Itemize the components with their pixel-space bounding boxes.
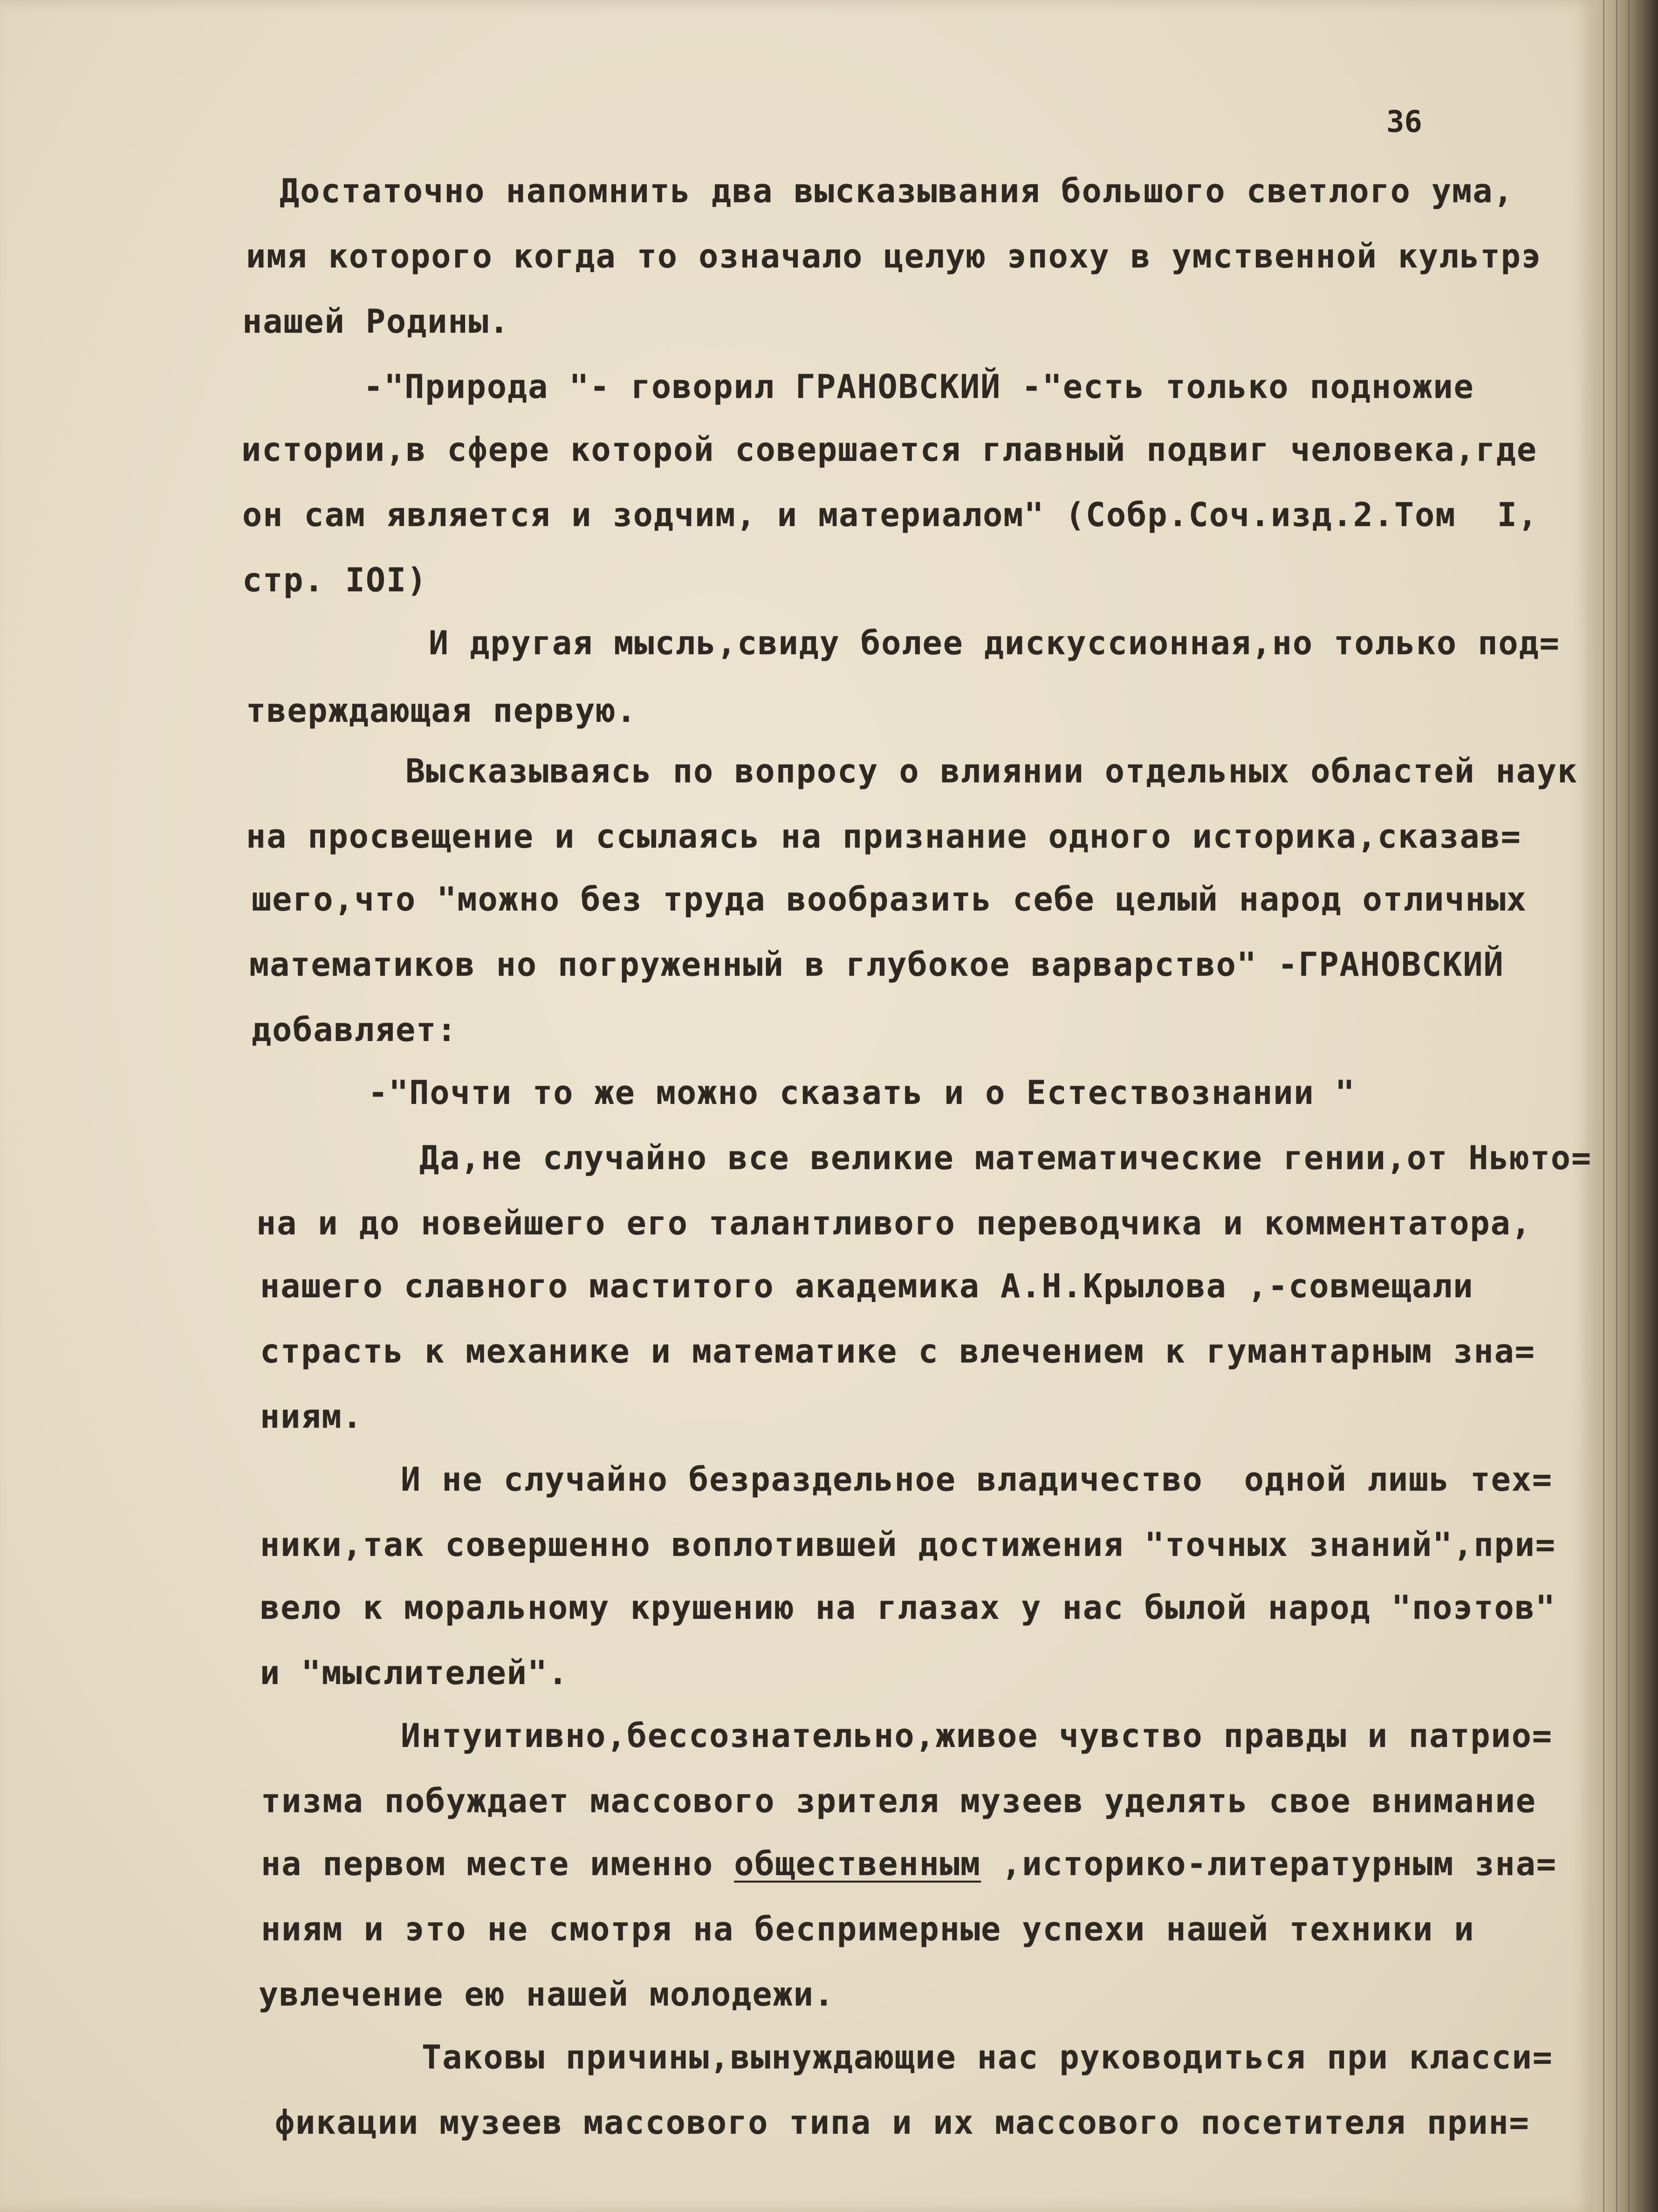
text-line-1: Достаточно напомнить два высказывания большого светлого ума, bbox=[280, 172, 1514, 210]
page-edge-line bbox=[1628, 0, 1630, 2212]
text-line-3: нашей Родины. bbox=[242, 302, 510, 341]
text-line-23: вело к моральному крушению на глазах у нас былой народ "поэтов" bbox=[260, 1589, 1556, 1627]
text-line-24: и "мыслителей". bbox=[260, 1654, 569, 1692]
text-line-30: Таковы причины,вынуждающие нас руководиться при класси= bbox=[422, 2038, 1553, 2076]
page-stack-edge bbox=[1594, 0, 1658, 2212]
text-line-12: шего,что "можно без труда вообразить себе целый народ отличных bbox=[252, 880, 1527, 918]
text-line-31: фикации музеев массового типа и их массового посетителя прин= bbox=[275, 2103, 1530, 2142]
text-line-9: тверждающая первую. bbox=[246, 692, 637, 730]
text-line-19: страсть к механике и математике с влечением к гумантарным зна= bbox=[260, 1332, 1535, 1370]
text-line-26: тизма побуждает массового зрителя музеев уделять свое внимание bbox=[261, 1782, 1536, 1820]
text-line-17: на и до новейшего его талантливого переводчика и комментатора, bbox=[256, 1204, 1532, 1242]
text-line-21: И не случайно безраздельное владичество одной лишь тех= bbox=[401, 1460, 1553, 1499]
text-line-27-start: на первом месте именно bbox=[261, 1845, 734, 1883]
text-line-4: -"Природа "- говорил ГРАНОВСКИЙ -"есть только подножие bbox=[363, 368, 1474, 406]
bleed-through-text bbox=[219, 126, 915, 160]
text-line-8: И другая мысль,свиду более дискуссионная,но только под= bbox=[429, 624, 1560, 662]
text-line-16: Да,не случайно все великие математические гении,от Ньюто= bbox=[419, 1139, 1592, 1177]
text-line-25: Интуитивно,бессознательно,живое чувство правды и патрио= bbox=[401, 1717, 1553, 1755]
text-line-15: -"Почти то же можно сказать и о Естествознании " bbox=[368, 1074, 1356, 1112]
text-line-13: математиков но погруженный в глубокое варварство" -ГРАНОВСКИЙ bbox=[249, 945, 1504, 984]
text-line-18: нашего славного маститого академика А.Н.Крылова ,-совмещали bbox=[260, 1267, 1474, 1305]
text-line-27-end: ,историко-литературным зна= bbox=[981, 1845, 1557, 1883]
text-line-6: он сам является и зодчим, и материалом" (Собр.Соч.изд.2.Том I, bbox=[242, 496, 1539, 534]
text-line-7: стр. IOI) bbox=[242, 561, 428, 599]
text-line-27 bbox=[261, 1845, 1557, 1883]
page-edge-line bbox=[1616, 0, 1617, 2212]
text-line-22: ники,так совершенно воплотившей достижения "точных знаний",при= bbox=[260, 1526, 1556, 1564]
page-edge-line bbox=[1603, 0, 1604, 2212]
text-line-20: ниям. bbox=[260, 1397, 363, 1436]
text-line-14: добавляет: bbox=[252, 1011, 458, 1049]
text-line-11: на просвещение и ссылаясь на признание одного историка,сказав= bbox=[246, 817, 1521, 856]
page-number: 36 bbox=[1386, 105, 1423, 139]
text-line-2: имя которого когда то означало целую эпоху в умственной культрэ bbox=[246, 237, 1542, 275]
text-line-5: истории,в сфере которой совершается главный подвиг человека,где bbox=[241, 431, 1538, 469]
text-line-10: Высказываясь по вопросу о влиянии отдельных областей наук bbox=[405, 752, 1578, 790]
text-line-28: ниям и это не смотря на беспримерные успехи нашей техники и bbox=[261, 1910, 1475, 1948]
text-line-29: увлечение ею нашей молодежи. bbox=[259, 1975, 835, 2013]
underlined-word: общественным bbox=[734, 1845, 981, 1883]
